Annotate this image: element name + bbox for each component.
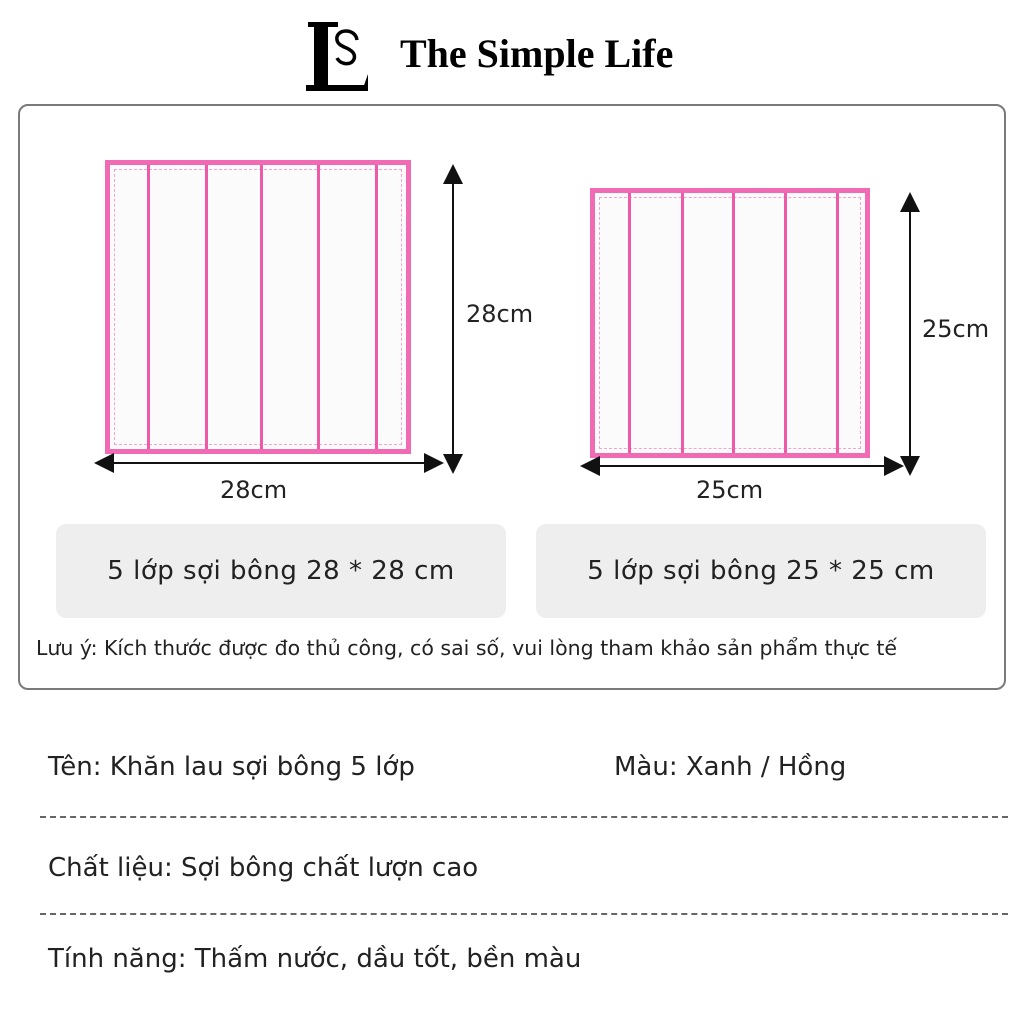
product-material: Chất liệu: Sợi bông chất lượn cao xyxy=(48,853,479,883)
size-caption-large: 5 lớp sợi bông 28 * 28 cm xyxy=(56,524,506,618)
size-caption-small: 5 lớp sợi bông 25 * 25 cm xyxy=(536,524,986,618)
divider xyxy=(40,816,1008,818)
measurement-note: Lưu ý: Kích thước được đo thủ công, có sai số, vui lòng tham khảo sản phẩm thực tế xyxy=(36,636,898,660)
brand-name: The Simple Life xyxy=(400,31,674,76)
divider xyxy=(40,913,1008,915)
height-label-small: 25cm xyxy=(922,315,990,343)
product-features: Tính năng: Thấm nước, dầu tốt, bền màu xyxy=(48,944,582,974)
width-label-large: 28cm xyxy=(220,476,288,504)
height-label-large: 28cm xyxy=(466,300,534,328)
product-color: Màu: Xanh / Hồng xyxy=(614,752,847,782)
width-label-small: 25cm xyxy=(696,476,764,504)
product-name: Tên: Khăn lau sợi bông 5 lớp xyxy=(48,752,415,782)
